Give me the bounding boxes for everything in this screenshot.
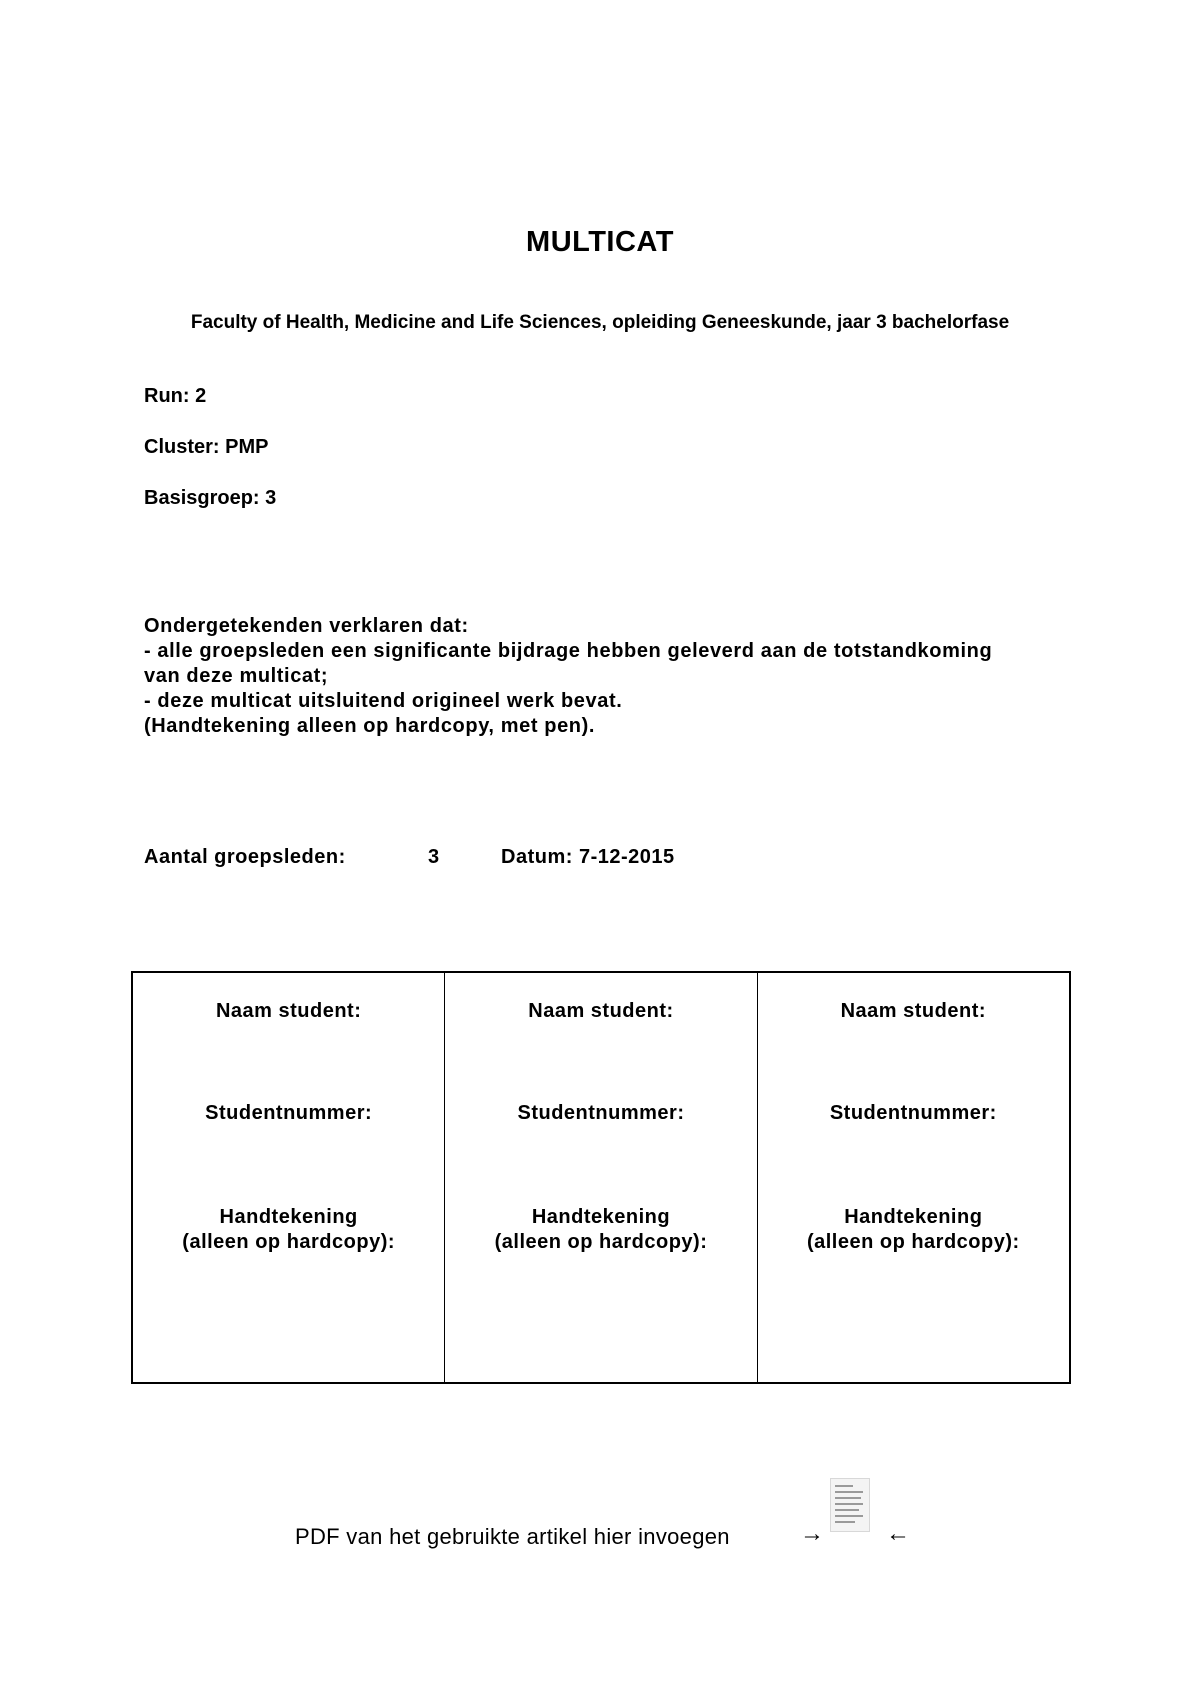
student-name-label: Naam student:	[215, 1000, 362, 1022]
student-name-label: Naam student:	[840, 1000, 987, 1022]
declaration-line: van deze multicat;	[144, 665, 329, 687]
arrow-right-icon: →	[800, 1520, 824, 1547]
signature-block	[445, 1205, 756, 1255]
pdf-insert-instruction: PDF van het gebruikte artikel hier invoegen	[295, 1524, 730, 1549]
signature-block	[133, 1205, 444, 1255]
declaration-line: - alle groepsleden een significante bijdrage hebben geleverd aan de totstandkoming	[144, 640, 993, 662]
date-field: Datum: 7-12-2015	[501, 846, 675, 868]
run-field: Run: 2	[144, 385, 207, 407]
student-number-label: Studentnummer:	[205, 1102, 373, 1124]
group-count-label: Aantal groepsleden:	[144, 846, 346, 868]
pdf-document-icon[interactable]	[830, 1478, 870, 1532]
group-count-value: 3	[428, 846, 440, 868]
basisgroep-field: Basisgroep: 3	[144, 487, 277, 509]
student-column	[758, 973, 1069, 1382]
signature-note: (alleen op hardcopy):	[182, 1231, 396, 1253]
student-column	[133, 973, 445, 1382]
declaration-line: - deze multicat uitsluitend origineel werk bevat.	[144, 690, 623, 712]
student-signature-table	[131, 971, 1071, 1384]
student-number-label: Studentnummer:	[517, 1102, 685, 1124]
declaration-block	[144, 614, 1064, 739]
signature-label: Handtekening	[531, 1206, 671, 1228]
declaration-line: Ondergetekenden verklaren dat:	[144, 615, 469, 637]
student-column	[445, 973, 757, 1382]
cluster-field: Cluster: PMP	[144, 436, 269, 458]
arrow-left-icon: ←	[886, 1520, 910, 1547]
faculty-subtitle: Faculty of Health, Medicine and Life Sciences, opleiding Geneeskunde, jaar 3 bachelorfase	[190, 312, 1010, 333]
signature-block	[758, 1205, 1069, 1255]
signature-label: Handtekening	[844, 1206, 983, 1228]
student-number-label: Studentnummer:	[829, 1102, 997, 1124]
page-title: MULTICAT	[526, 226, 674, 258]
signature-note: (alleen op hardcopy):	[806, 1231, 1020, 1253]
signature-label: Handtekening	[219, 1206, 358, 1228]
signature-note: (alleen op hardcopy):	[494, 1231, 708, 1253]
declaration-line: (Handtekening alleen op hardcopy, met pen).	[144, 715, 596, 737]
student-name-label: Naam student:	[528, 1000, 674, 1022]
